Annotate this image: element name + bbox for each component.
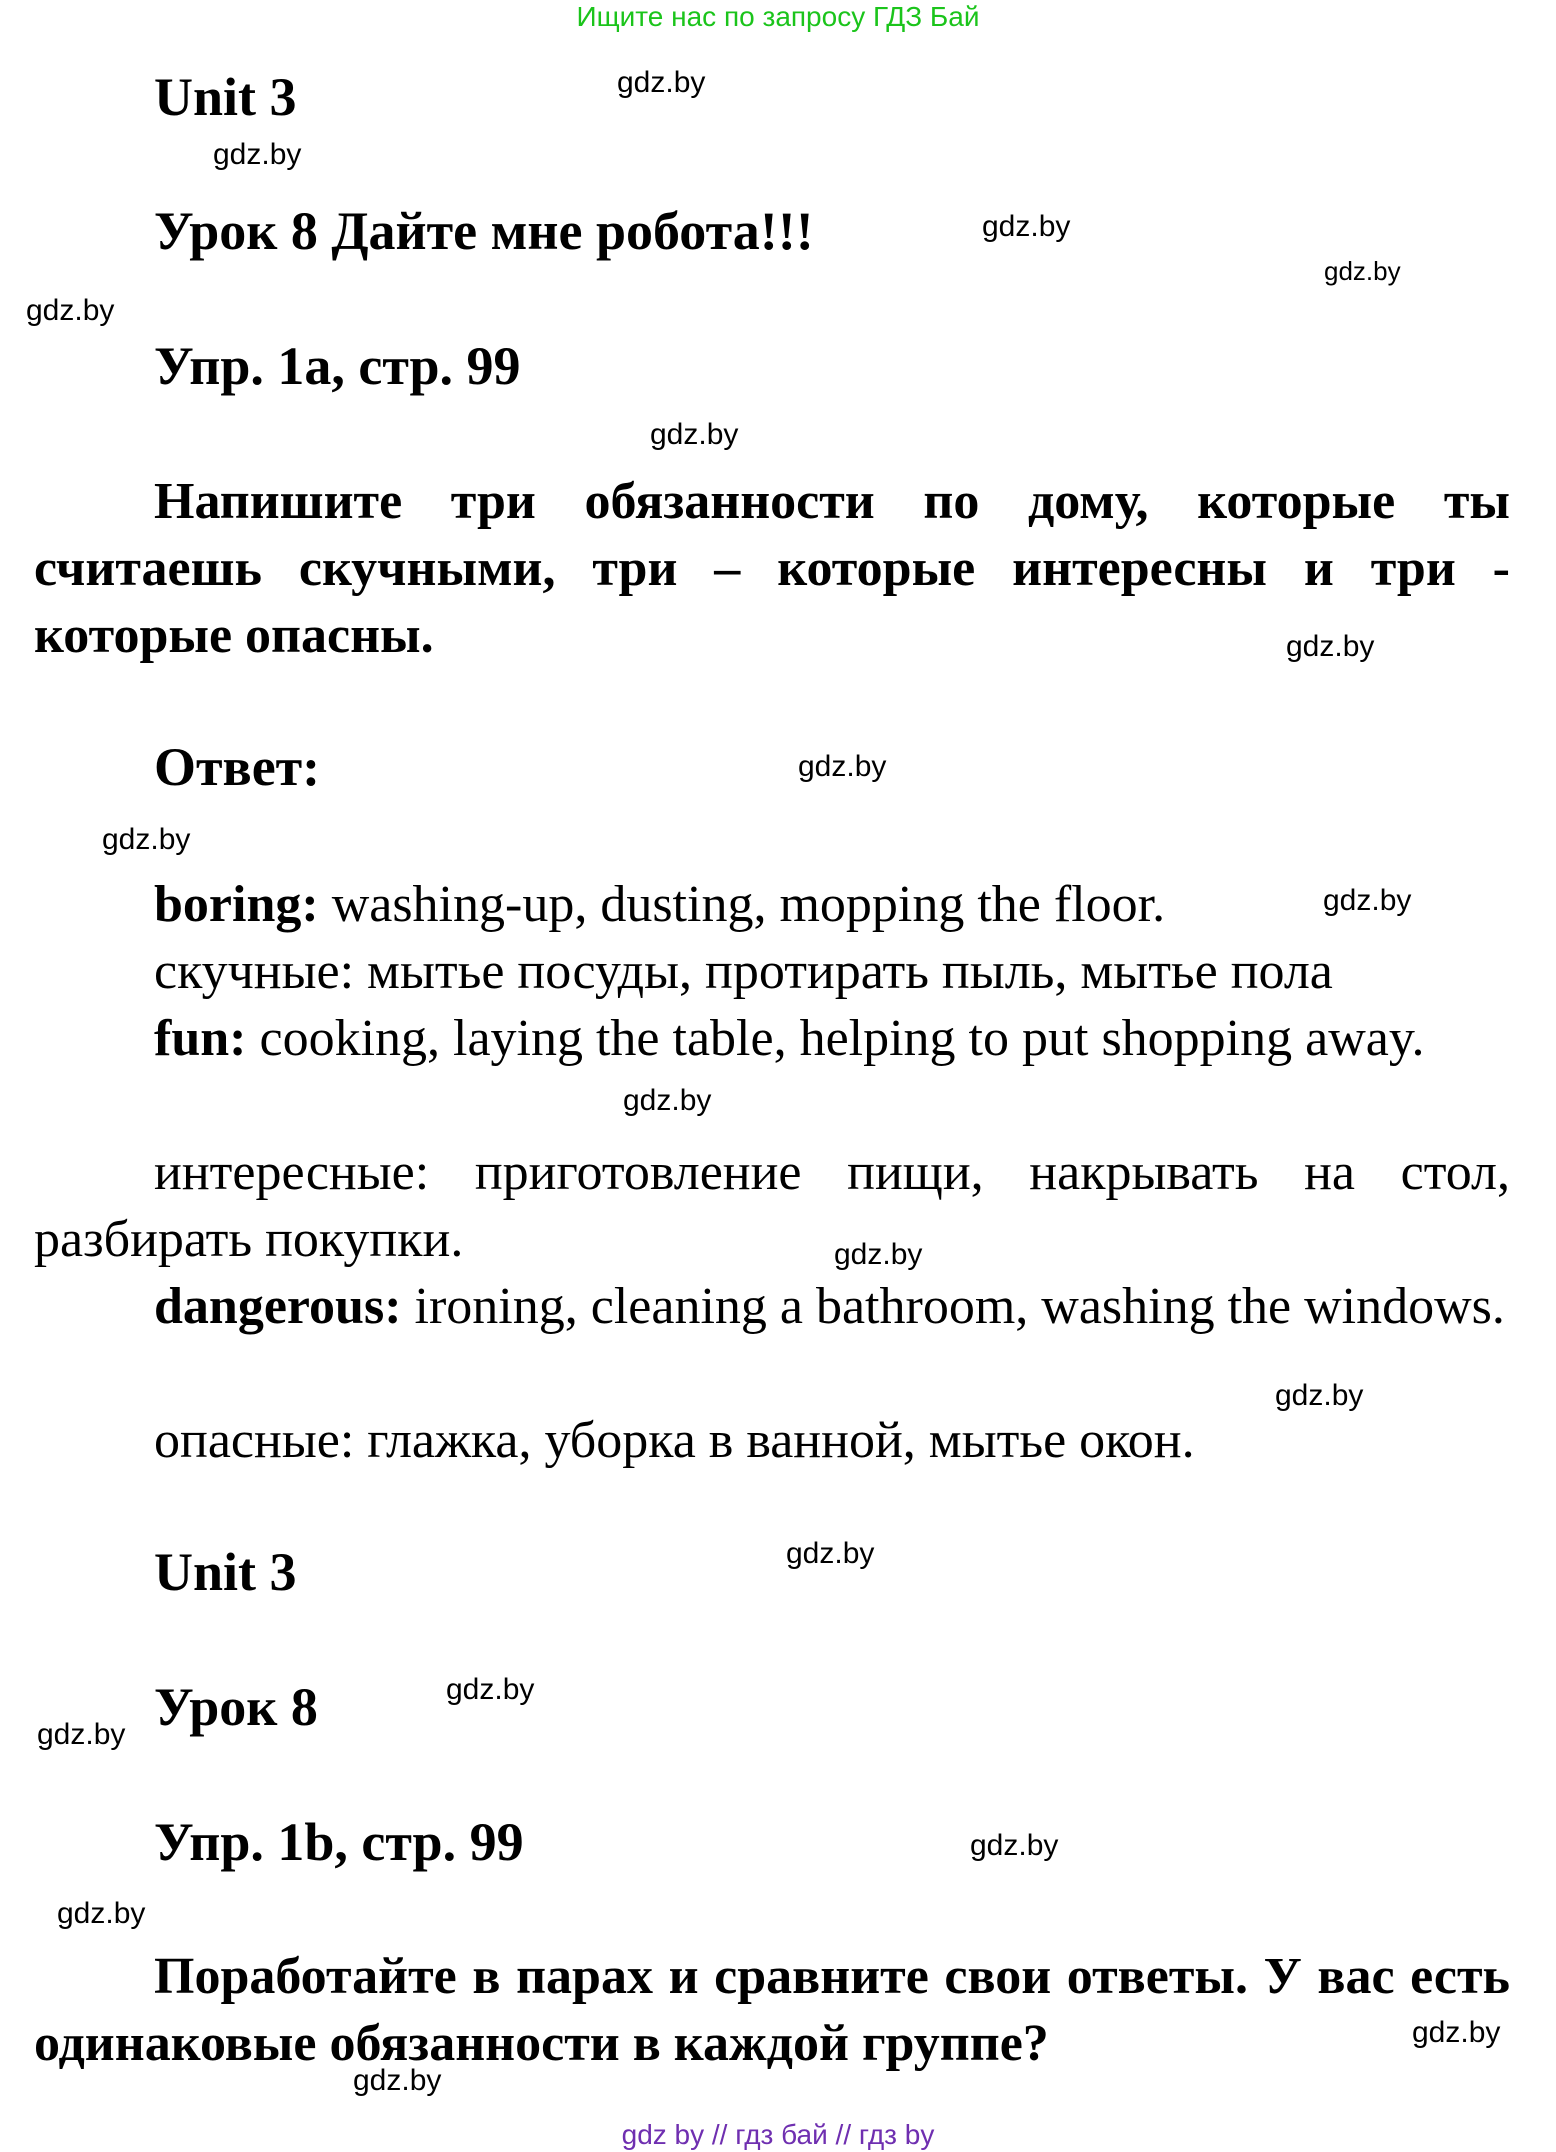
answer-label: Ответ: — [154, 737, 321, 797]
exercise-title: Упр. 1a, стр. 99 — [154, 336, 521, 396]
answer-term: dangerous: — [154, 1278, 402, 1335]
watermark: gdz.by — [650, 418, 739, 451]
watermark: gdz.by — [798, 750, 887, 783]
answer-line: dangerous: ironing, cleaning a bathroom, washing the windows. — [154, 1278, 1505, 1335]
watermark: gdz.by — [970, 1829, 1059, 1862]
watermark: gdz.by — [1275, 1379, 1364, 1412]
answer-line: boring: washing-up, dusting, mopping the floor. — [154, 876, 1166, 933]
watermark: gdz.by — [1286, 630, 1375, 663]
watermark: gdz.by — [26, 294, 115, 327]
lesson-title: Урок 8 Дайте мне робота!!! — [154, 201, 814, 261]
top-banner: Ищите нас по запросу ГДЗ Бай — [576, 1, 980, 32]
task-text: Напишите три обязанности по дому, которые ты считаешь скучными, три – которые интересны и три - которые опасны. — [34, 473, 1510, 664]
task-text-2: Поработайте в парах и сравните свои ответы. У вас есть одинаковые обязанности в каждой группе? — [34, 1948, 1510, 2072]
watermark: gdz.by — [37, 1718, 126, 1751]
watermark: gdz.by — [617, 66, 706, 99]
watermark: gdz.by — [446, 1673, 535, 1706]
answer-line: интересные: приготовление пищи, накрывать на стол, разбирать покупки. — [34, 1144, 1510, 1268]
footer-watermark: gdz by // гдз бай // гдз by — [621, 2119, 935, 2150]
watermark: gdz.by — [102, 823, 191, 856]
watermark: gdz.by — [982, 210, 1071, 243]
watermark: gdz.by — [834, 1238, 923, 1271]
watermark: gdz.by — [786, 1537, 875, 1570]
exercise-title-2: Упр. 1b, стр. 99 — [154, 1812, 524, 1872]
watermark: gdz.by — [353, 2064, 442, 2097]
watermark: gdz.by — [1323, 884, 1412, 917]
watermark: gdz.by — [623, 1084, 712, 1117]
answer-term: fun: — [154, 1010, 247, 1067]
watermark: gdz.by — [1324, 256, 1401, 286]
unit-title: Unit 3 — [154, 67, 297, 127]
lesson-title-2: Урок 8 — [154, 1677, 318, 1737]
answer-line: fun: cooking, laying the table, helping to put shopping away. — [154, 1010, 1425, 1067]
watermark: gdz.by — [213, 138, 302, 171]
answer-line: скучные: мытье посуды, протирать пыль, мытье пола — [154, 943, 1333, 1000]
answer-line: опасные: глажка, уборка в ванной, мытье окон. — [154, 1412, 1195, 1469]
unit-title-2: Unit 3 — [154, 1542, 297, 1602]
answer-term: boring: — [154, 876, 319, 933]
watermark: gdz.by — [57, 1897, 146, 1930]
watermark: gdz.by — [1412, 2016, 1501, 2049]
